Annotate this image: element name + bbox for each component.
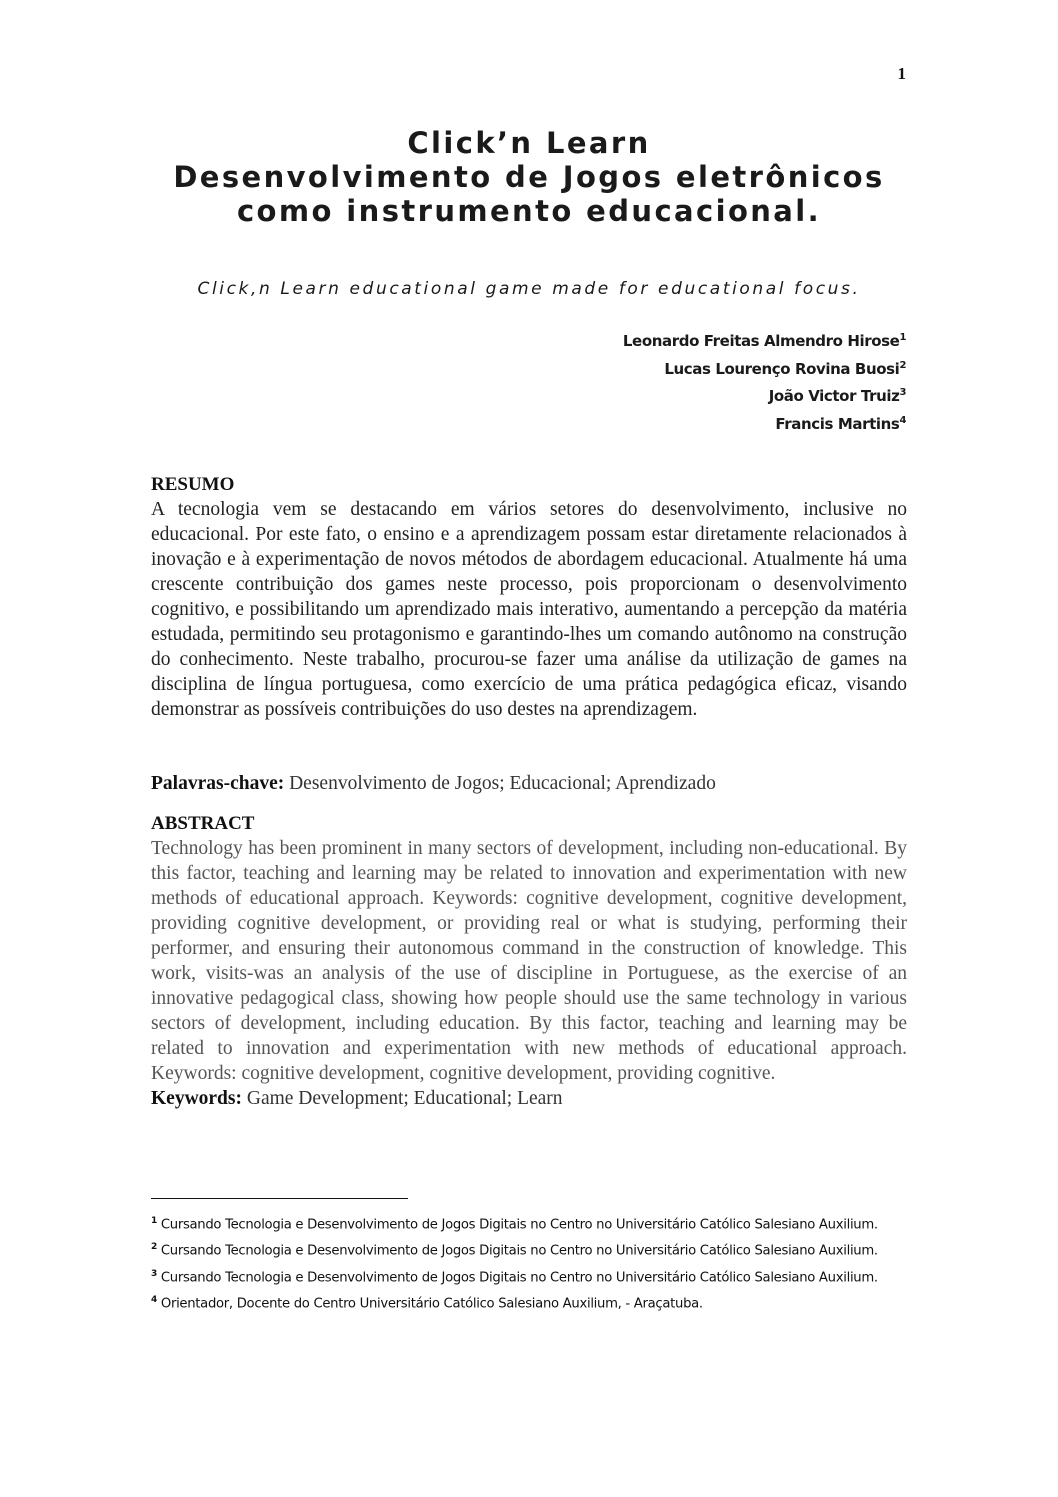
title-line-2: Desenvolvimento de Jogos eletrônicos (173, 160, 885, 194)
author-name: Leonardo Freitas Almendro Hirose (622, 332, 900, 350)
keywords (151, 1086, 907, 1111)
author (623, 409, 906, 437)
footnote (151, 1236, 911, 1262)
author (623, 326, 906, 354)
footnote (151, 1210, 911, 1236)
footnote-text: Cursando Tecnologia e Desenvolvimento de Jogos Digitais no Centro no Universitário Católico Salesiano Auxilium. (156, 1243, 878, 1259)
footnote (151, 1289, 911, 1315)
keywords-label: Keywords: (151, 1088, 242, 1109)
resumo-text: A tecnologia vem se destacando em vários setores do desenvolvimento, inclusive no educacional. Por este fato, o ensino e a aprendizagem possam estar diretamente relacionados à inovação e à experimentação de novos métodos de abordagem educacional. Atualmente há uma crescente contribuição dos games neste processo, pois proporcionam o desenvolvimento cognitivo, e possibilitando um aprendizado mais interativo, aumentando a percepção da matéria estudada, permitindo seu protagonismo e garantindo-lhes um comando autônomo na construção do conhecimento. Neste trabalho, procurou-se fazer uma análise da utilização de games na disciplina de língua portuguesa, como exercício de uma prática pedagógica eficaz, visando demonstrar as possíveis contribuições do uso destes na aprendizagem. (151, 499, 907, 720)
footnote-mark: 4 (151, 1295, 157, 1306)
footnote-mark: 1 (151, 1216, 157, 1226)
title-line-1: Click’n Learn (407, 126, 651, 160)
author (623, 354, 906, 382)
author-note-mark: 2 (899, 359, 906, 371)
footnote (151, 1263, 911, 1289)
palavras-chave-label: Palavras-chave: (151, 773, 285, 794)
title-line-3: como instrumento educacional. (236, 194, 822, 228)
author-note-mark: 4 (899, 414, 906, 426)
paper-subtitle: Click,n Learn educational game made for educational focus. (197, 279, 861, 299)
author (623, 381, 906, 409)
abstract-heading: ABSTRACT (151, 813, 255, 834)
author-name: Lucas Lourenço Rovina Buosi (664, 359, 900, 378)
author-list (623, 326, 906, 436)
abstract-section (151, 811, 907, 1111)
footnote-mark: 2 (151, 1242, 157, 1253)
resumo-heading: RESUMO (151, 474, 235, 495)
footnote-divider (151, 1198, 408, 1199)
paper-title (0, 126, 1058, 228)
author-name: João Victor Truiz (768, 387, 900, 405)
author-name: Francis Martins (775, 414, 900, 433)
author-note-mark: 1 (899, 332, 906, 343)
footnote-text: Orientador, Docente do Centro Universitário Católico Salesiano Auxilium, - Araçatuba. (156, 1296, 703, 1312)
footnote-text: Cursando Tecnologia e Desenvolvimento de Jogos Digitais no Centro no Universitário Católico Salesiano Auxilium. (156, 1270, 878, 1286)
resumo-section (151, 472, 907, 722)
footnote-mark: 3 (151, 1268, 157, 1279)
palavras-chave-value: Desenvolvimento de Jogos; Educacional; Aprendizado (284, 773, 716, 794)
abstract-text: Technology has been prominent in many sectors of development, including non-educational. By this factor, teaching and learning may be related to innovation and experimentation with new methods of educational approach. Keywords: cognitive development, cognitive development, providing cognitive development, or providing real or what is studying, performing their performer, and ensuring their autonomous command in the construction of knowledge. This work, visits-was an analysis of the use of discipline in Portuguese, as the exercise of an innovative pedagogical class, showing how people should use the same technology in various sectors of development, including education. By this factor, teaching and learning may be related to innovation and experimentation with new methods of educational approach. Keywords: cognitive development, cognitive development, providing cognitive. (151, 838, 907, 1084)
footnote-text: Cursando Tecnologia e Desenvolvimento de Jogos Digitais no Centro no Universitário Católico Salesiano Auxilium. (156, 1217, 878, 1233)
keywords-value: Game Development; Educational; Learn (242, 1088, 563, 1109)
author-note-mark: 3 (899, 387, 906, 398)
footnotes (151, 1210, 911, 1316)
palavras-chave (151, 771, 907, 796)
page-number: 1 (897, 64, 906, 83)
